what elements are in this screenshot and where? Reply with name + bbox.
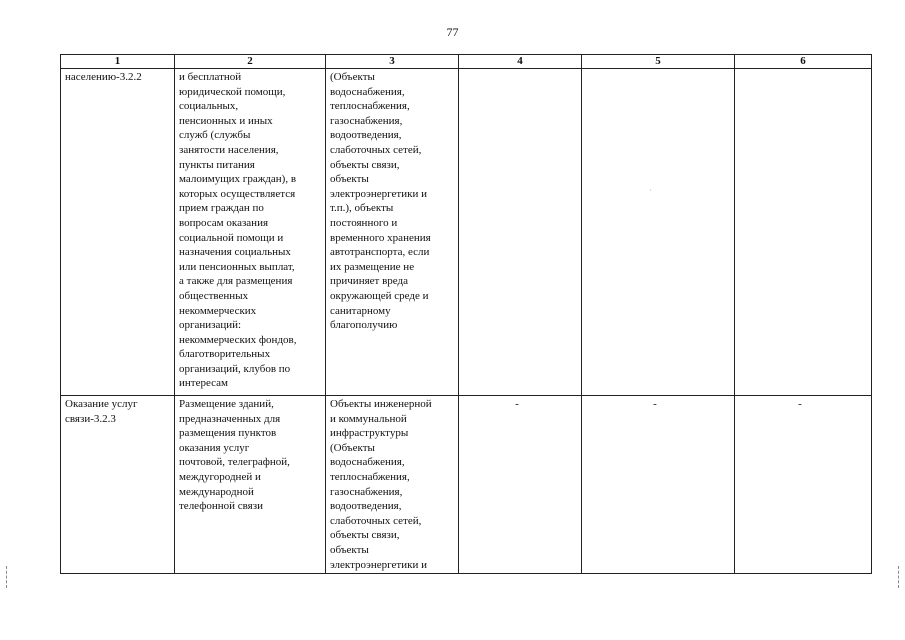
table-cell	[735, 69, 872, 396]
right-margin-mark	[898, 566, 901, 588]
scan-speck: ·	[649, 186, 652, 195]
table-cell	[735, 396, 872, 574]
table-header-row	[61, 55, 872, 69]
document-table	[60, 54, 872, 574]
table-cell	[326, 396, 459, 574]
column-header-4: 4	[459, 55, 582, 69]
table-cell	[582, 396, 735, 574]
cell-text: Оказание услуг связи-3.2.3	[65, 398, 138, 425]
table-cell	[61, 396, 175, 574]
left-margin-mark	[6, 566, 9, 588]
page-number: 77	[446, 25, 459, 39]
table-cell	[326, 69, 459, 396]
table-cell	[61, 69, 175, 396]
cell-text: и бесплатной юридической помощи, социальных, пенсионных и иных служб (службы занятости населения, пункты питания малоимущих граждан), в которых осуществляется прием граждан по вопросам оказания социальной помощи и назначения социальных или пенсионных выплат, а также для размещения общественных некоммерческих организаций: некоммерческих фондов, благотворительных организаций, клубов по интересам	[179, 71, 297, 390]
column-header-6: 6	[735, 55, 872, 69]
cell-text: Размещение зданий, предназначенных для размещения пунктов оказания услуг почтовой, телеграфной, междугородней и международной телефонной связи	[179, 398, 290, 513]
empty-dash: -	[515, 398, 519, 410]
table-cell	[582, 69, 735, 396]
column-header-5: 5	[582, 55, 735, 69]
table-cell	[175, 69, 326, 396]
column-header-2: 2	[175, 55, 326, 69]
table-row	[61, 396, 872, 574]
column-header-3: 3	[326, 55, 459, 69]
cell-text: населению-3.2.2	[65, 71, 142, 83]
cell-text: (Объекты водоснабжения, теплоснабжения, газоснабжения, водоотведения, слаботочных сетей, объекты связи, объекты электроэнергетики и т.п.), объекты постоянного и временного хранения автотранспорта, если их размещение не причиняет вреда окружающей среде и санитарному благополучию	[330, 71, 431, 332]
column-header-1: 1	[61, 55, 175, 69]
table-cell	[459, 396, 582, 574]
table-cell	[459, 69, 582, 396]
table-cell	[175, 396, 326, 574]
empty-dash: -	[798, 398, 802, 410]
cell-text: Объекты инженерной и коммунальной инфраструктуры (Объекты водоснабжения, теплоснабжения, газоснабжения, водоотведения, слаботочных сетей, объекты связи, объекты электроэнергетики и	[330, 398, 432, 571]
table-row	[61, 69, 872, 396]
empty-dash: -	[653, 398, 657, 410]
